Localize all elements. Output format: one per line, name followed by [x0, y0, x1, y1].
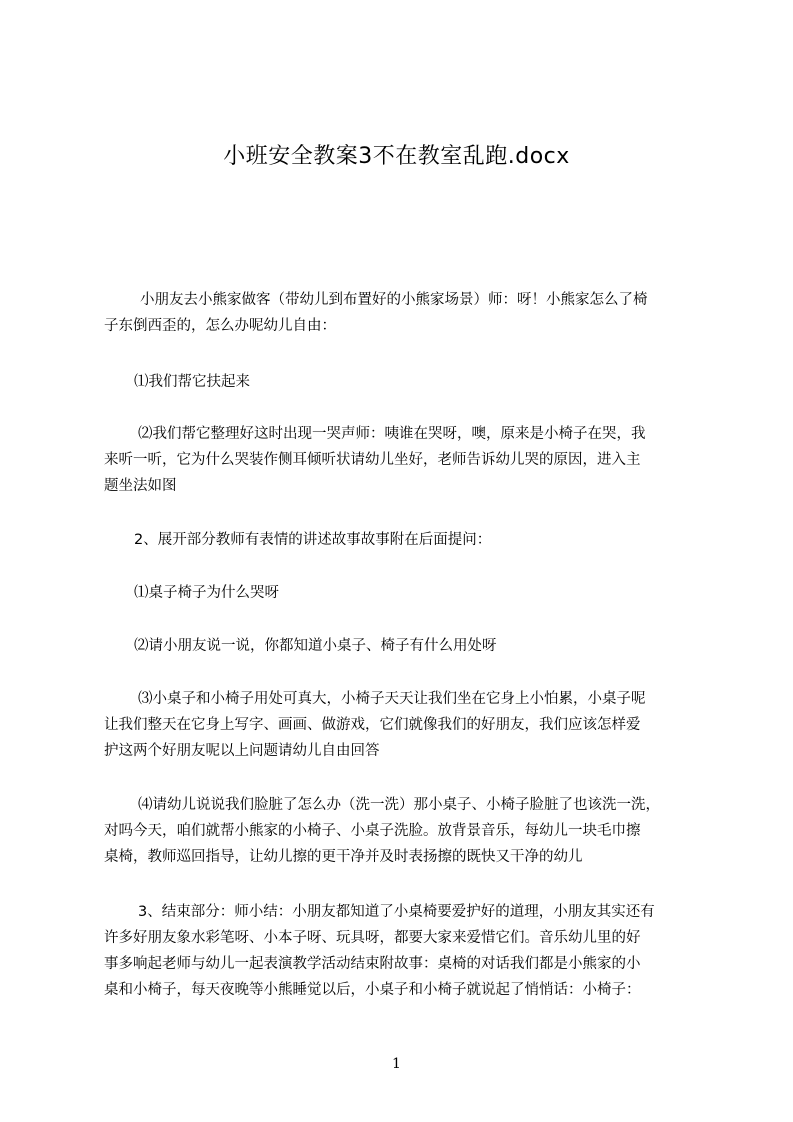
page-number: 1 — [392, 1056, 401, 1072]
paragraph-line: 子东倒西歪的，怎么办呢幼儿自由： — [104, 318, 336, 334]
paragraph-line: 事多响起老师与幼儿一起表演教学活动结束附故事：桌椅的对话我们都是小熊家的小 — [104, 956, 641, 972]
paragraph-line: 让我们整天在它身上写字、画画、做游戏，它们就像我们的好朋友，我们应该怎样爱 — [104, 717, 641, 733]
paragraph-line: ⑶小桌子和小椅子用处可真大，小椅子天天让我们坐在它身上小怕累，小桌子呢 — [138, 691, 646, 707]
paragraph-line: 桌和小椅子，每天夜晚等小熊睡觉以后，小桌子和小椅子就说起了悄悄话：小椅子： — [104, 982, 641, 998]
paragraph-line: 护这两个好朋友呢以上问题请幼儿自由回答 — [104, 743, 380, 759]
paragraph-section-3 — [104, 899, 714, 1003]
paragraph-line: ⑷请幼儿说说我们脸脏了怎么办（洗一洗）那小桌子、小椅子脸脏了也该洗一洗， — [138, 797, 660, 813]
paragraph-section-2 — [104, 527, 714, 553]
paragraph-line: 3、结束部分：师小结：小朋友都知道了小桌椅要爱护好的道理，小朋友其实还有 — [138, 904, 655, 920]
document-title: 小班安全教案3不在教室乱跑.docx — [223, 144, 570, 169]
paragraph-question-3 — [104, 686, 714, 764]
paragraph-line: 2、展开部分教师有表情的讲述故事故事附在后面提问： — [134, 532, 492, 548]
paragraph-question-1 — [104, 580, 714, 606]
paragraph-line: ⑵我们帮它整理好这时出现一哭声师：咦谁在哭呀，噢，原来是小椅子在哭，我 — [138, 426, 646, 442]
paragraph-step-2 — [104, 421, 714, 499]
paragraph-line: 题坐法如图 — [104, 478, 177, 494]
paragraph-question-2 — [104, 633, 714, 659]
paragraph-intro — [104, 287, 714, 339]
paragraph-line: ⑴我们帮它扶起来 — [134, 374, 250, 390]
paragraph-step-1 — [104, 369, 714, 395]
paragraph-line: ⑵请小朋友说一说，你都知道小桌子、椅子有什么用处呀 — [134, 638, 497, 654]
paragraph-line: 桌椅，教师巡回指导，让幼儿擦的更干净并及时表扬擦的既快又干净的幼儿 — [104, 849, 583, 865]
paragraph-line: 对吗今天，咱们就帮小熊家的小椅子、小桌子洗脸。放背景音乐，每幼儿一块毛巾擦 — [104, 823, 641, 839]
paragraph-line: 小朋友去小熊家做客（带幼儿到布置好的小熊家场景）师：呀！小熊家怎么了椅 — [140, 292, 648, 308]
paragraph-question-4 — [104, 792, 714, 870]
paragraph-line: ⑴桌子椅子为什么哭呀 — [134, 585, 279, 601]
paragraph-line: 许多好朋友象水彩笔呀、小本子呀、玩具呀，都要大家来爱惜它们。音乐幼儿里的好 — [104, 930, 641, 946]
paragraph-line: 来听一听，它为什么哭装作侧耳倾听状请幼儿坐好，老师告诉幼儿哭的原因，进入主 — [104, 452, 641, 468]
